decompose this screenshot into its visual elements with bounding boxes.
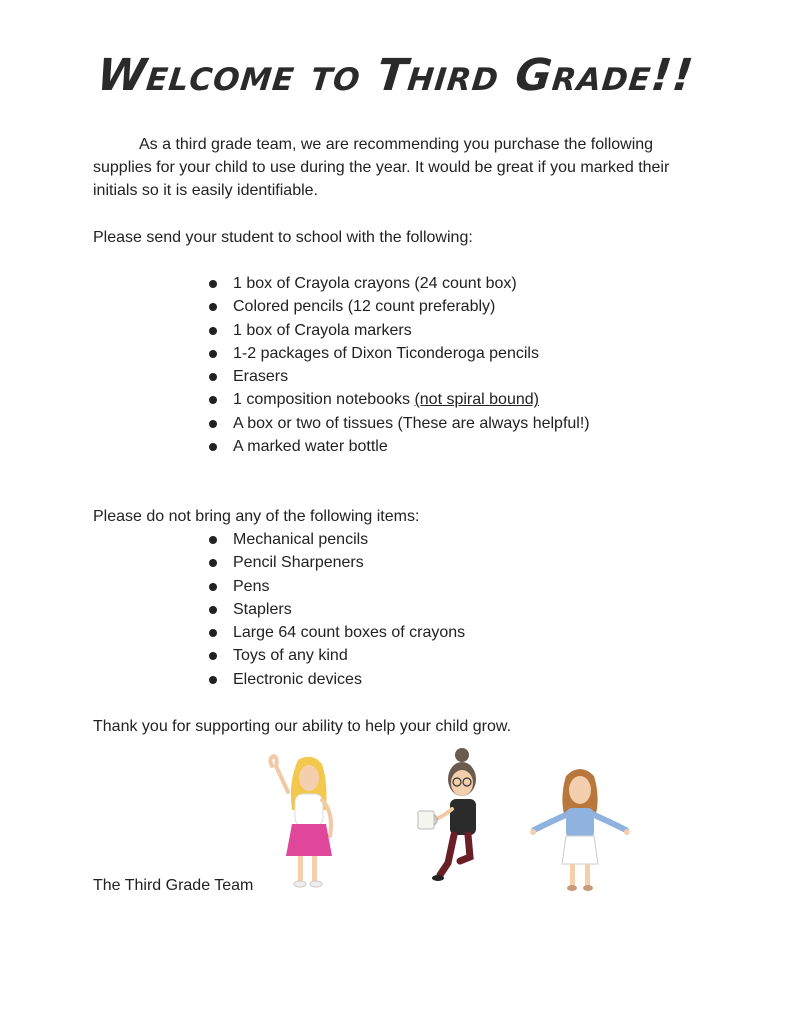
list-item: 1-2 packages of Dixon Ticonderoga pencils [209, 342, 590, 365]
teacher-avatar-waving [262, 752, 342, 892]
list-item: Pens [209, 575, 465, 598]
bullet-icon [209, 583, 217, 591]
underlined-note: (not spiral bound) [414, 391, 539, 409]
teacher-avatar-coffee [412, 745, 492, 890]
bullet-icon [209, 536, 217, 544]
list-item: 1 box of Crayola crayons (24 count box) [209, 272, 590, 295]
page-title: Welcome to Third Grade!! [94, 50, 697, 101]
bullet-icon [209, 373, 217, 381]
intro-text: As a third grade team, we are recommending you purchase the following supplies for your child to use during the year. It would be great if you marked their initials so it is easily identifiable. [93, 136, 670, 199]
teacher-avatar-welcoming [528, 762, 633, 894]
list-item: Pencil Sharpeners [209, 551, 465, 574]
intro-paragraph [93, 133, 693, 202]
send-heading: Please send your student to school with the following: [93, 229, 473, 246]
bullet-icon [209, 420, 217, 428]
nobring-heading: Please do not bring any of the following items: [93, 508, 420, 525]
list-item: Colored pencils (12 count preferably) [209, 295, 590, 318]
signoff-text: The Third Grade Team [93, 877, 254, 894]
not-allowed-list [209, 528, 465, 691]
bullet-icon [209, 327, 217, 335]
bullet-icon [209, 629, 217, 637]
bullet-icon [209, 396, 217, 404]
list-item: A box or two of tissues (These are always helpful!) [209, 412, 590, 435]
bullet-icon [209, 443, 217, 451]
list-item: Large 64 count boxes of crayons [209, 621, 465, 644]
bullet-icon [209, 606, 217, 614]
supplies-list [209, 272, 590, 458]
bullet-icon [209, 676, 217, 684]
bullet-icon [209, 350, 217, 358]
list-item: Toys of any kind [209, 644, 465, 667]
bullet-icon [209, 652, 217, 660]
bullet-icon [209, 559, 217, 567]
list-item: Erasers [209, 365, 590, 388]
bullet-icon [209, 303, 217, 311]
list-item: 1 composition notebooks (not spiral bound) [209, 388, 590, 411]
list-item: Staplers [209, 598, 465, 621]
bullet-icon [209, 280, 217, 288]
list-item: Mechanical pencils [209, 528, 465, 551]
thanks-text: Thank you for supporting our ability to help your child grow. [93, 718, 512, 735]
list-item: Electronic devices [209, 668, 465, 691]
list-item: A marked water bottle [209, 435, 590, 458]
list-item: 1 box of Crayola markers [209, 319, 590, 342]
